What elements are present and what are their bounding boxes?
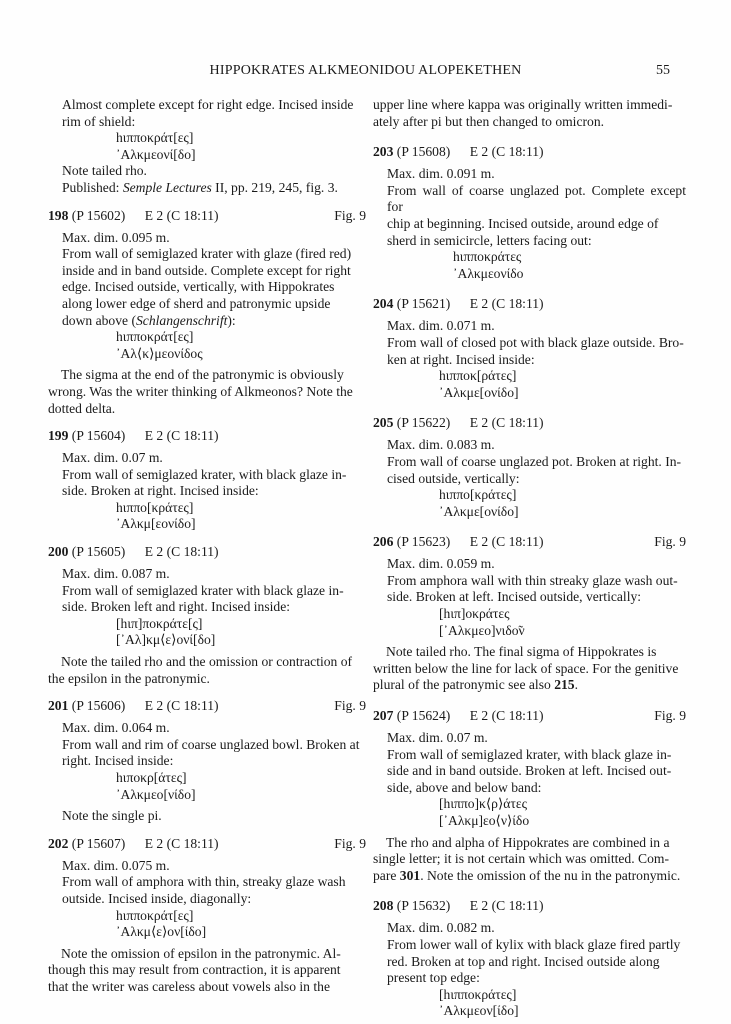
description-line: rim of shield:	[62, 113, 136, 129]
description-line: side. Broken at left. Incised outside, vertically:	[387, 589, 642, 605]
entry-header	[373, 534, 686, 551]
note-line: though this may result from contraction, it is apparent	[48, 962, 341, 978]
deposit-location: E 2 (C 18:11)	[144, 835, 219, 851]
description-line: side and in band outside. Broken at left. Incised out-	[387, 763, 672, 779]
entry-200	[48, 544, 366, 687]
inventory-number: (P 15602)	[71, 207, 126, 223]
inscription-line: ᾿Αλ⟨κ⟩μεονίδος	[116, 345, 203, 361]
description-line: sherd in semicircle, letters facing out:	[387, 232, 592, 248]
entry-header	[48, 544, 366, 561]
deposit-location: E 2 (C 18:11)	[469, 898, 544, 914]
entry-number: 201	[48, 698, 69, 714]
entry-202	[48, 836, 366, 996]
description-line: right. Incised inside:	[62, 753, 174, 769]
right-column	[373, 97, 686, 1020]
description-line: inside and in band outside. Complete except for right	[62, 262, 351, 278]
entry-header	[373, 708, 686, 725]
description-line: chip at beginning. Incised outside, around edge of	[387, 215, 659, 231]
inscription-line: hιπποκράτ[ες]	[116, 907, 194, 923]
inscription-line: ᾿Αλκμεονίδο	[453, 265, 524, 281]
inventory-number: (P 15604)	[71, 428, 126, 444]
note-text: . Note the omission of the nu in the patronymic.	[420, 867, 681, 883]
inscription-line: ᾿Αλκμεο[νίδο]	[116, 786, 196, 802]
figure-reference: Fig. 9	[334, 698, 366, 714]
deposit-location: E 2 (C 18:11)	[469, 144, 544, 160]
description-text: ):	[227, 312, 236, 328]
inscription-line: hιππο[κράτες]	[116, 499, 194, 515]
note-line: written below the line for lack of space. For the genitive	[373, 660, 679, 676]
publication-line	[48, 180, 366, 197]
note-line: Note the tailed rho and the omission or contraction of	[61, 654, 353, 670]
figure-reference: Fig. 9	[334, 207, 366, 223]
dimension-line: Max. dim. 0.07 m.	[62, 450, 163, 466]
description-line: side. Broken left and right. Incised inside:	[62, 599, 291, 615]
dimension-line: Max. dim. 0.091 m.	[387, 166, 495, 182]
inscription-line: [hιπποκράτες]	[439, 986, 517, 1002]
inscription-line: [᾿Αλκμ]εο⟨ν⟩ίδο	[439, 813, 530, 828]
description-line: From wall of semiglazed krater with black glaze in-	[62, 582, 344, 598]
page-number: 55	[656, 63, 670, 78]
figure-reference: Fig. 9	[334, 835, 366, 851]
note-line: the epsilon in the patronymic.	[48, 670, 210, 686]
entry-number: 199	[48, 428, 69, 444]
note-line: Note tailed rho. The final sigma of Hippokrates is	[386, 644, 657, 660]
description-line: From wall of coarse unglazed pot. Broken at right. In-	[387, 453, 682, 469]
dimension-line: Max. dim. 0.059 m.	[387, 556, 495, 572]
deposit-location: E 2 (C 18:11)	[469, 296, 544, 312]
entry-header	[373, 898, 686, 915]
entry-number: 205	[373, 415, 394, 431]
figure-reference: Fig. 9	[654, 708, 686, 724]
description-line: red. Broken at top and right. Incised outside along	[387, 953, 660, 969]
description-line: From wall of semiglazed krater, with black glaze in-	[387, 746, 672, 762]
inscription-line: [᾿Αλ]κμ⟨ε⟩ονί[δο]	[116, 632, 216, 648]
description-line	[48, 313, 366, 330]
entry-header	[48, 428, 366, 445]
description-line: ken at right. Incised inside:	[387, 351, 535, 367]
inventory-number: (P 15608)	[396, 144, 451, 160]
description-line: From wall of semiglazed krater, with black glaze in-	[62, 466, 347, 482]
inventory-number: (P 15606)	[71, 698, 126, 714]
note-text: .	[574, 677, 578, 693]
description-line: From wall of semiglazed krater with glaze (fired red)	[62, 246, 352, 262]
inscription-line: hιππο[κράτες]	[439, 487, 517, 503]
note-line: Note the single pi.	[62, 808, 162, 824]
entry-header	[373, 144, 686, 161]
entry-number: 203	[373, 144, 394, 160]
inscription-line: [hιπ]οκράτες	[439, 606, 510, 622]
publication-suffix: II, pp. 219, 245, fig. 3.	[211, 179, 338, 195]
entry-number: 204	[373, 296, 394, 312]
inventory-number: (P 15624)	[396, 708, 451, 724]
inscription-line: ᾿Αλκμε[ονίδο]	[439, 384, 519, 400]
note-line: Note the omission of epsilon in the patronymic. Al-	[61, 945, 341, 961]
entry-header	[373, 296, 686, 313]
note-text: plural of the patronymic see also	[373, 677, 555, 693]
dimension-line: Max. dim. 0.075 m.	[62, 857, 170, 873]
entry-205	[373, 415, 686, 520]
deposit-location: E 2 (C 18:11)	[469, 534, 544, 550]
note-line	[373, 677, 686, 694]
dimension-line: Max. dim. 0.095 m.	[62, 229, 170, 245]
inscription-line: hιποκρ[άτες]	[116, 770, 187, 785]
deposit-location: E 2 (C 18:11)	[144, 207, 219, 223]
inventory-number: (P 15605)	[71, 544, 126, 560]
entry-202-continuation	[373, 97, 686, 130]
note-line: The sigma at the end of the patronymic is obviously	[61, 367, 344, 383]
entry-207	[373, 708, 686, 884]
entry-header	[48, 208, 366, 225]
figure-reference: Fig. 9	[654, 534, 686, 550]
note-line: wrong. Was the writer thinking of Alkmeonos? Note the	[48, 383, 353, 399]
note-line: The rho and alpha of Hippokrates are combined in a	[386, 834, 670, 850]
description-line: present top edge:	[387, 970, 480, 986]
note-line	[373, 868, 686, 885]
entry-number: 198	[48, 207, 69, 223]
inscription-line: [hιππο]κ⟨ρ⟩άτες	[439, 796, 527, 812]
description-line: side. Broken at right. Incised inside:	[62, 483, 259, 499]
cross-reference: 215	[554, 677, 575, 693]
description-line: along lower edge of sherd and patronymic upside	[62, 295, 331, 311]
dimension-line: Max. dim. 0.087 m.	[62, 566, 170, 582]
description-line: From wall and rim of coarse unglazed bowl. Broken at	[62, 736, 360, 752]
inscription-line: ᾿Αλκμε[ονίδο]	[439, 503, 519, 519]
description-line: From lower wall of kylix with black glaze fired partly	[387, 936, 681, 952]
description-line: cised outside, vertically:	[387, 470, 520, 486]
note-line: upper line where kappa was originally written immedi-	[373, 97, 673, 112]
note-line: Note tailed rho.	[62, 163, 147, 179]
description-text: down above (	[62, 312, 136, 328]
inscription-line: hιπποκ[ράτες]	[439, 368, 517, 384]
inventory-number: (P 15607)	[71, 835, 126, 851]
entry-204	[373, 296, 686, 401]
inscription-line: ᾿Αλκμεον[ίδο]	[439, 1003, 519, 1019]
note-text: pare	[373, 867, 400, 883]
deposit-location: E 2 (C 18:11)	[144, 544, 219, 560]
entry-header	[48, 836, 366, 853]
cross-reference: 301	[399, 867, 421, 883]
inscription-line: hιπποκράτ[ες]	[116, 329, 194, 345]
note-line: ately after pi but then changed to omicron.	[373, 113, 605, 129]
description-line: edge. Incised outside, vertically, with Hippokrates	[62, 279, 335, 295]
deposit-location: E 2 (C 18:11)	[144, 428, 219, 444]
entry-number: 206	[373, 534, 394, 550]
entry-199	[48, 428, 366, 533]
inscription-line: ᾿Αλκμ⟨ε⟩ον[ίδο]	[116, 924, 207, 940]
note-line: that the writer was careless about vowels also in the	[48, 978, 330, 994]
dimension-line: Max. dim. 0.082 m.	[387, 920, 495, 936]
dimension-line: Max. dim. 0.071 m.	[387, 318, 495, 334]
inventory-number: (P 15632)	[396, 898, 451, 914]
description-line: From amphora wall with thin streaky glaze wash out-	[387, 572, 678, 588]
inventory-number: (P 15622)	[396, 415, 451, 431]
description-line: From wall of coarse unglazed pot. Complete except for	[387, 182, 686, 215]
description-line: From wall of amphora with thin, streaky glaze wash	[62, 874, 346, 890]
entry-198	[48, 208, 366, 418]
note-line: single letter; it is not certain which was omitted. Com-	[373, 851, 669, 867]
entry-208	[373, 898, 686, 1020]
entry-header	[48, 698, 366, 715]
inscription-line: ᾿Αλκμεονί[δο]	[116, 146, 196, 162]
description-italic: Schlangenschrift	[136, 312, 228, 328]
inscription-line: hιπποκράτ[ες]	[116, 130, 194, 146]
entry-number: 202	[48, 835, 69, 851]
entry-header	[373, 415, 686, 432]
note-line: dotted delta.	[48, 400, 116, 416]
dimension-line: Max. dim. 0.07 m.	[387, 730, 488, 746]
entry-197-continuation	[48, 97, 366, 197]
dimension-line: Max. dim. 0.064 m.	[62, 720, 170, 736]
entry-203	[373, 144, 686, 282]
inscription-line: ᾿Αλκμ[εονίδο]	[116, 516, 196, 532]
inscription-line: [hιπ]ποκράτε[ς]	[116, 615, 203, 631]
description-line: From wall of closed pot with black glaze outside. Bro-	[387, 334, 684, 350]
inscription-line: hιπποκράτες	[453, 249, 522, 265]
description-line: Almost complete except for right edge. Incised inside	[62, 97, 354, 112]
entry-number: 207	[373, 708, 394, 724]
inventory-number: (P 15621)	[396, 296, 451, 312]
left-column	[48, 97, 366, 996]
entry-201	[48, 698, 366, 825]
inventory-number: (P 15623)	[396, 534, 451, 550]
publication-prefix: Published:	[62, 179, 123, 195]
dimension-line: Max. dim. 0.083 m.	[387, 437, 495, 453]
entry-number: 208	[373, 898, 394, 914]
deposit-location: E 2 (C 18:11)	[469, 415, 544, 431]
entry-number: 200	[48, 544, 69, 560]
description-line: outside. Incised inside, diagonally:	[62, 890, 252, 906]
deposit-location: E 2 (C 18:11)	[144, 698, 219, 714]
running-header: HIPPOKRATES ALKMEONIDOU ALOPEKETHEN	[209, 63, 522, 78]
entry-206	[373, 534, 686, 694]
description-line: side, above and below band:	[387, 779, 542, 795]
inscription-line: [᾿Αλκμεο]νιδο̃ν	[439, 622, 525, 638]
publication-title: Semple Lectures	[122, 179, 212, 195]
deposit-location: E 2 (C 18:11)	[469, 708, 544, 724]
